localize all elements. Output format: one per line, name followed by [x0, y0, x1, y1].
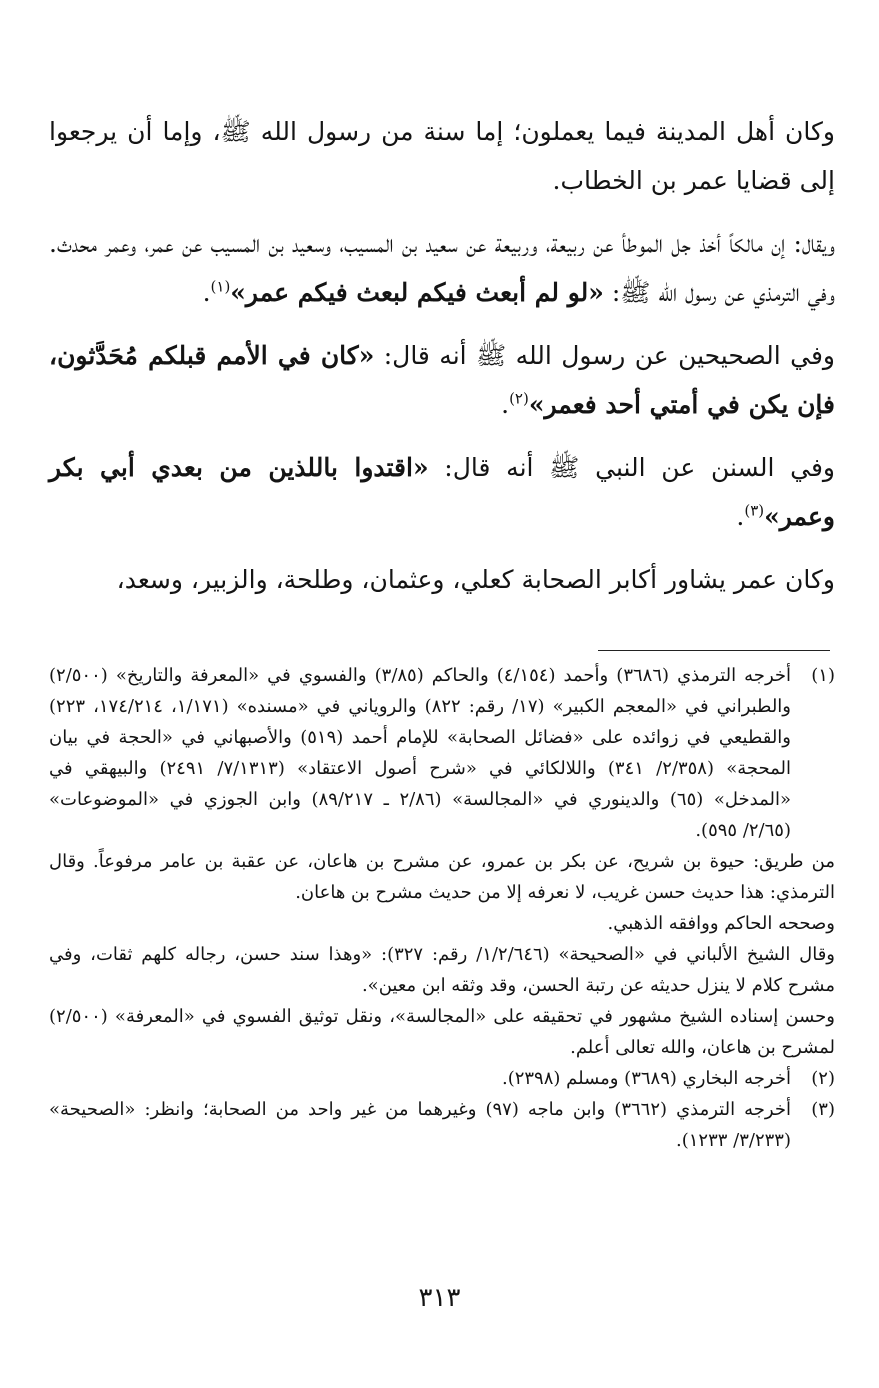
- hadith-quote: «لو لم أبعث فيكم لبعث فيكم عمر»: [230, 278, 604, 307]
- footnotes: [49, 660, 835, 1156]
- footnote-separator: [598, 650, 830, 651]
- footnote-number: (٣): [811, 1099, 835, 1120]
- footnote-sub: من طريق: حيوة بن شريح، عن بكر بن عمرو، عن مشرح بن هاعان، عن عقبة بن عامر مرفوعاً. وقال الترمذي: هذا حديث حسن غريب، لا نعرفه إلا من حديث مشرح بن هاعان.: [49, 851, 835, 903]
- paragraph-end: .: [202, 278, 211, 307]
- main-text: [49, 107, 835, 618]
- paragraph-end: .: [501, 390, 510, 419]
- footnote-sub: وحسن إسناده الشيخ مشهور في تحقيقه على «المجالسة»، ونقل توثيق الفسوي في «المعرفة» (٢/٥٠٠) لمشرح بن هاعان، والله تعالى أعلم.: [49, 1006, 835, 1058]
- footnote-body: [49, 660, 791, 846]
- footnote-3: [49, 1094, 835, 1156]
- paragraph-text: ويقال: إن مالكاً أخذ جل الموطأ عن ربيعة، وربيعة عن سعيد بن المسيب، وسعيد بن المسيب عن عمر، وعمر محدث. وفي الترمذي عن رسول الله ﷺ:: [49, 229, 835, 307]
- paragraph-text: وكان عمر يشاور أكابر الصحابة كعلي، وعثمان، وطلحة، والزبير، وسعد،: [116, 565, 835, 594]
- footnote-text: أخرجه الترمذي (٣٦٦٢) وابن ماجه (٩٧) وغيرهما من غير واحد من الصحابة؛ وانظر: «الصحيحة» (٣/٢٣٣/ ١٢٣٣).: [49, 1099, 791, 1151]
- footnote-text: أخرجه البخاري (٣٦٨٩) ومسلم (٢٣٩٨).: [501, 1068, 791, 1089]
- paragraph-5: [49, 555, 835, 604]
- footnote-body: [49, 1094, 791, 1156]
- footnote-body: [49, 1063, 791, 1094]
- footnote-number: (١): [811, 665, 835, 686]
- page-number: ٣١٣: [418, 1283, 461, 1313]
- footnote-2: [49, 1063, 835, 1094]
- footnote-text: أخرجه الترمذي (٣٦٨٦) وأحمد (٤/١٥٤) والحاكم (٣/٨٥) والفسوي في «المعرفة والتاريخ» (٢/٥٠٠) والطبراني في «المعجم الكبير» (١٧/ رقم: ٨٢٢) والروياني في «مسنده» (١/١٧١، ١٧٤/٢١٤، ٢٢٣) والقطيعي في زوائده على «فضائل الصحابة» للإمام أحمد (٥١٩) والأصبهاني في «الحجة في بيان المحجة» (٢/٣٥٨/ ٣٤١) واللالكائي في «شرح أصول الاعتقاد» (٧/١٣١٣/ ٢٤٩١) والبيهقي في «المدخل» (٦٥) والدينوري في «المجالسة» (٢/٨٦ ـ ٨٩/٢١٧) وابن الجوزي في «الموضوعات» (٢/٦٥/ ٥٩٥).: [49, 665, 792, 841]
- footnote-sub: وصححه الحاكم ووافقه الذهبي.: [607, 913, 835, 934]
- footnote-sub: وقال الشيخ الألباني في «الصحيحة» (١/٢/٦٤٦/ رقم: ٣٢٧): «وهذا سند حسن، رجاله كلهم ثقات، وفي مشرح كلام لا ينزل حديثه عن رتبة الحسن، وقد وثقه ابن معين».: [49, 944, 836, 996]
- hadith-quote: «كان في الأمم قبلكم مُحَدَّثون، فإن يكن في أمتي أحد فعمر»: [49, 341, 835, 419]
- footnote-number: (٢): [811, 1068, 835, 1089]
- footnote-ref[interactable]: (١): [210, 277, 231, 296]
- hadith-quote: «اقتدوا باللذين من بعدي أبي بكر وعمر»: [49, 453, 835, 531]
- paragraph-3: [49, 331, 835, 429]
- paragraph-text: وكان أهل المدينة فيما يعملون؛ إما سنة من رسول الله ﷺ، وإما أن يرجعوا إلى قضايا عمر بن الخطاب.: [49, 117, 835, 195]
- paragraph-1: [49, 107, 835, 205]
- paragraph-4: [49, 443, 835, 541]
- paragraph-end: .: [736, 502, 745, 531]
- paragraph-2: [49, 219, 835, 317]
- footnote-ref[interactable]: (٣): [744, 501, 765, 520]
- paragraph-text: وفي السنن عن النبي ﷺ أنه قال:: [428, 453, 835, 482]
- footnote-ref[interactable]: (٢): [509, 389, 529, 408]
- paragraph-text: وفي الصحيحين عن رسول الله ﷺ أنه قال:: [374, 341, 835, 370]
- footnote-1: [49, 660, 835, 846]
